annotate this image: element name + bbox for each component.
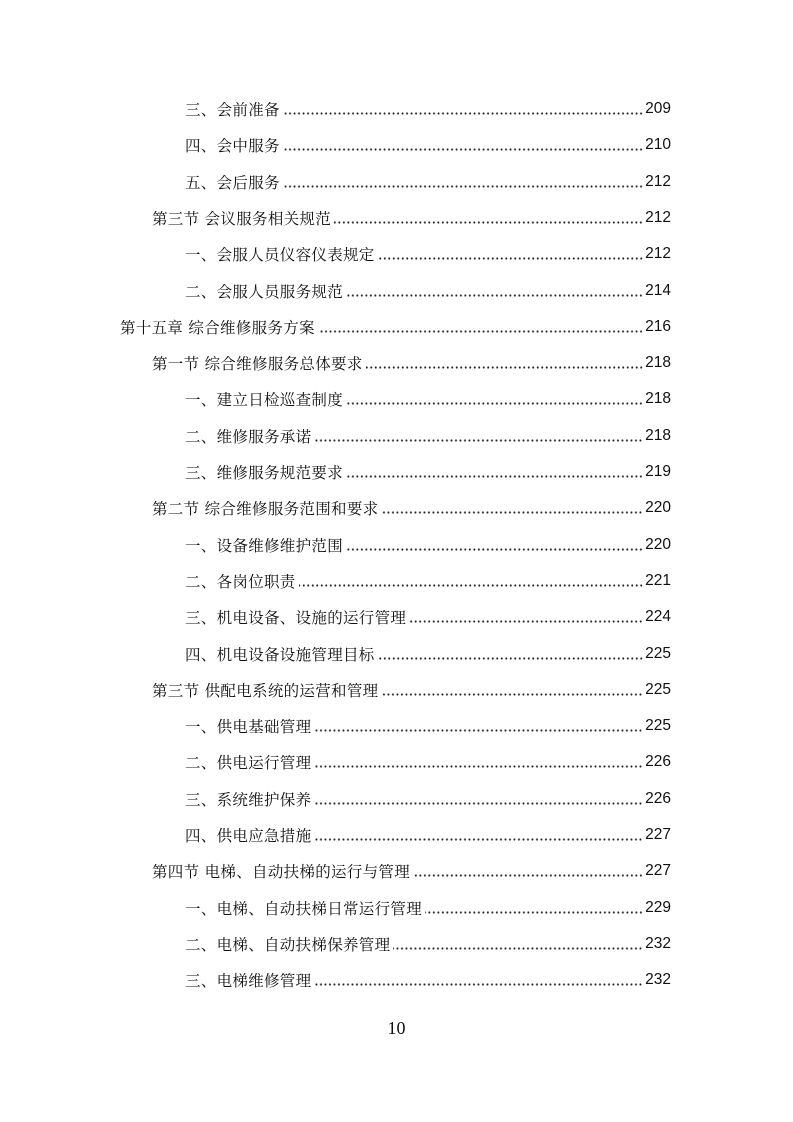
toc-entry-label: 一、供电基础管理 bbox=[185, 718, 312, 737]
toc-section-entry[interactable] bbox=[152, 346, 671, 380]
toc-entry-label: 三、机电设备、设施的运行管理 bbox=[185, 609, 407, 628]
toc-entry-page: 218 bbox=[645, 390, 671, 408]
toc-entry-label: 四、机电设备设施管理目标 bbox=[185, 645, 375, 664]
toc-section-entry[interactable] bbox=[152, 673, 671, 707]
dot-leader bbox=[283, 185, 643, 188]
toc-entry-label: 四、会中服务 bbox=[185, 137, 280, 156]
toc-entry-page: 229 bbox=[645, 898, 671, 916]
toc-entry-label: 第十五章 综合维修服务方案 bbox=[120, 318, 315, 337]
toc-subsection-entry[interactable] bbox=[185, 419, 671, 453]
toc-entry-page: 218 bbox=[645, 426, 671, 444]
toc-entry-page: 209 bbox=[645, 100, 671, 117]
toc-entry-label: 一、会服人员仪容仪表规定 bbox=[185, 246, 375, 265]
dot-leader bbox=[283, 112, 643, 115]
dot-leader bbox=[378, 257, 644, 260]
toc-entry-page: 226 bbox=[645, 753, 671, 771]
dot-leader bbox=[334, 221, 643, 224]
toc-entry-page: 227 bbox=[645, 826, 671, 843]
dot-leader bbox=[283, 148, 643, 151]
toc-subsection-entry[interactable] bbox=[185, 128, 671, 162]
toc-entry-page: 225 bbox=[645, 717, 671, 735]
toc-entry-page: 225 bbox=[645, 680, 671, 698]
toc-entry-label: 一、建立日检巡查制度 bbox=[185, 391, 344, 410]
toc-entry-page: 232 bbox=[645, 934, 671, 952]
dot-leader bbox=[381, 693, 643, 696]
toc-entry-label: 第三节 供配电系统的运营和管理 bbox=[152, 681, 379, 700]
toc-entry-label: 一、设备维修维护范围 bbox=[185, 536, 344, 555]
toc-entry-label: 四、供电应急措施 bbox=[185, 827, 312, 845]
toc-entry-page: 221 bbox=[645, 571, 671, 589]
dot-leader bbox=[425, 911, 643, 914]
toc-subsection-entry[interactable] bbox=[185, 165, 671, 199]
toc-subsection-entry[interactable] bbox=[185, 709, 671, 743]
toc-subsection-entry[interactable] bbox=[185, 745, 671, 779]
toc-entry-label: 第四节 电梯、自动扶梯的运行与管理 bbox=[152, 863, 411, 882]
toc-subsection-entry[interactable] bbox=[185, 782, 671, 816]
dot-leader bbox=[314, 765, 643, 768]
toc-chapter-entry[interactable] bbox=[120, 310, 671, 344]
toc-subsection-entry[interactable] bbox=[185, 600, 671, 634]
toc-entry-page: 216 bbox=[645, 317, 671, 335]
toc-entry-page: 225 bbox=[645, 644, 671, 662]
toc-subsection-entry[interactable] bbox=[185, 455, 671, 489]
toc-entry-page: 220 bbox=[645, 535, 671, 553]
dot-leader bbox=[366, 366, 643, 369]
toc-subsection-entry[interactable] bbox=[185, 927, 671, 961]
toc-entry-page: 210 bbox=[645, 136, 671, 154]
toc-subsection-entry[interactable] bbox=[185, 274, 671, 308]
dot-leader bbox=[378, 657, 644, 660]
toc-entry-label: 五、会后服务 bbox=[185, 173, 280, 192]
toc-entry-page: 232 bbox=[645, 971, 671, 989]
toc-subsection-entry[interactable] bbox=[185, 564, 671, 598]
toc-subsection-entry[interactable] bbox=[185, 382, 671, 416]
dot-leader bbox=[413, 874, 643, 877]
dot-leader bbox=[314, 802, 643, 805]
dot-leader bbox=[381, 511, 643, 514]
toc-entry-label: 二、会服人员服务规范 bbox=[185, 282, 344, 301]
toc-subsection-entry[interactable] bbox=[185, 237, 671, 271]
toc-subsection-entry[interactable] bbox=[185, 963, 671, 997]
dot-leader bbox=[314, 729, 643, 732]
page-number: 10 bbox=[387, 1018, 406, 1038]
toc-entry-label: 二、各岗位职责 bbox=[185, 572, 296, 591]
toc-entry-label: 三、电梯维修管理 bbox=[185, 972, 312, 991]
toc-entry-page: 220 bbox=[645, 499, 671, 517]
toc-entry-label: 三、系统维护保养 bbox=[185, 790, 312, 809]
dot-leader bbox=[346, 548, 643, 551]
dot-leader bbox=[314, 983, 643, 986]
toc-entry-label: 二、维修服务承诺 bbox=[185, 427, 312, 446]
dot-leader bbox=[314, 439, 643, 442]
toc-entry-page: 212 bbox=[645, 245, 671, 263]
toc-section-entry[interactable] bbox=[152, 854, 671, 888]
toc-section-entry[interactable] bbox=[152, 201, 671, 235]
toc-subsection-entry[interactable] bbox=[185, 92, 671, 126]
toc-subsection-entry[interactable] bbox=[185, 528, 671, 562]
toc-entry-label: 第二节 综合维修服务范围和要求 bbox=[152, 500, 379, 519]
toc-entry-label: 二、供电运行管理 bbox=[185, 754, 312, 773]
dot-leader bbox=[299, 584, 644, 587]
toc-entry-label: 三、会前准备 bbox=[185, 101, 280, 119]
dot-leader bbox=[346, 294, 643, 297]
toc-entry-label: 一、电梯、自动扶梯日常运行管理 bbox=[185, 899, 423, 918]
dot-leader bbox=[346, 402, 643, 405]
dot-leader bbox=[346, 475, 643, 478]
dot-leader bbox=[409, 620, 643, 623]
dot-leader bbox=[318, 330, 643, 333]
toc-entry-label: 第一节 综合维修服务总体要求 bbox=[152, 355, 363, 374]
toc-subsection-entry[interactable] bbox=[185, 818, 671, 852]
toc-entry-label: 三、维修服务规范要求 bbox=[185, 464, 344, 482]
toc-entry-page: 219 bbox=[645, 463, 671, 480]
toc-section-entry[interactable] bbox=[152, 491, 671, 525]
toc-subsection-entry[interactable] bbox=[185, 637, 671, 671]
toc-entry-page: 212 bbox=[645, 172, 671, 190]
toc-entry-page: 224 bbox=[645, 608, 671, 626]
toc-entry-page: 227 bbox=[645, 862, 671, 880]
dot-leader bbox=[393, 947, 643, 950]
toc-subsection-entry[interactable] bbox=[185, 891, 671, 925]
toc-entry-label: 第三节 会议服务相关规范 bbox=[152, 209, 332, 228]
dot-leader bbox=[314, 838, 643, 841]
toc-entry-page: 226 bbox=[645, 789, 671, 807]
toc-entry-page: 214 bbox=[645, 281, 671, 299]
toc-entry-label: 二、电梯、自动扶梯保养管理 bbox=[185, 935, 391, 954]
toc-entry-page: 218 bbox=[645, 354, 671, 372]
toc-entry-page: 212 bbox=[645, 208, 671, 226]
